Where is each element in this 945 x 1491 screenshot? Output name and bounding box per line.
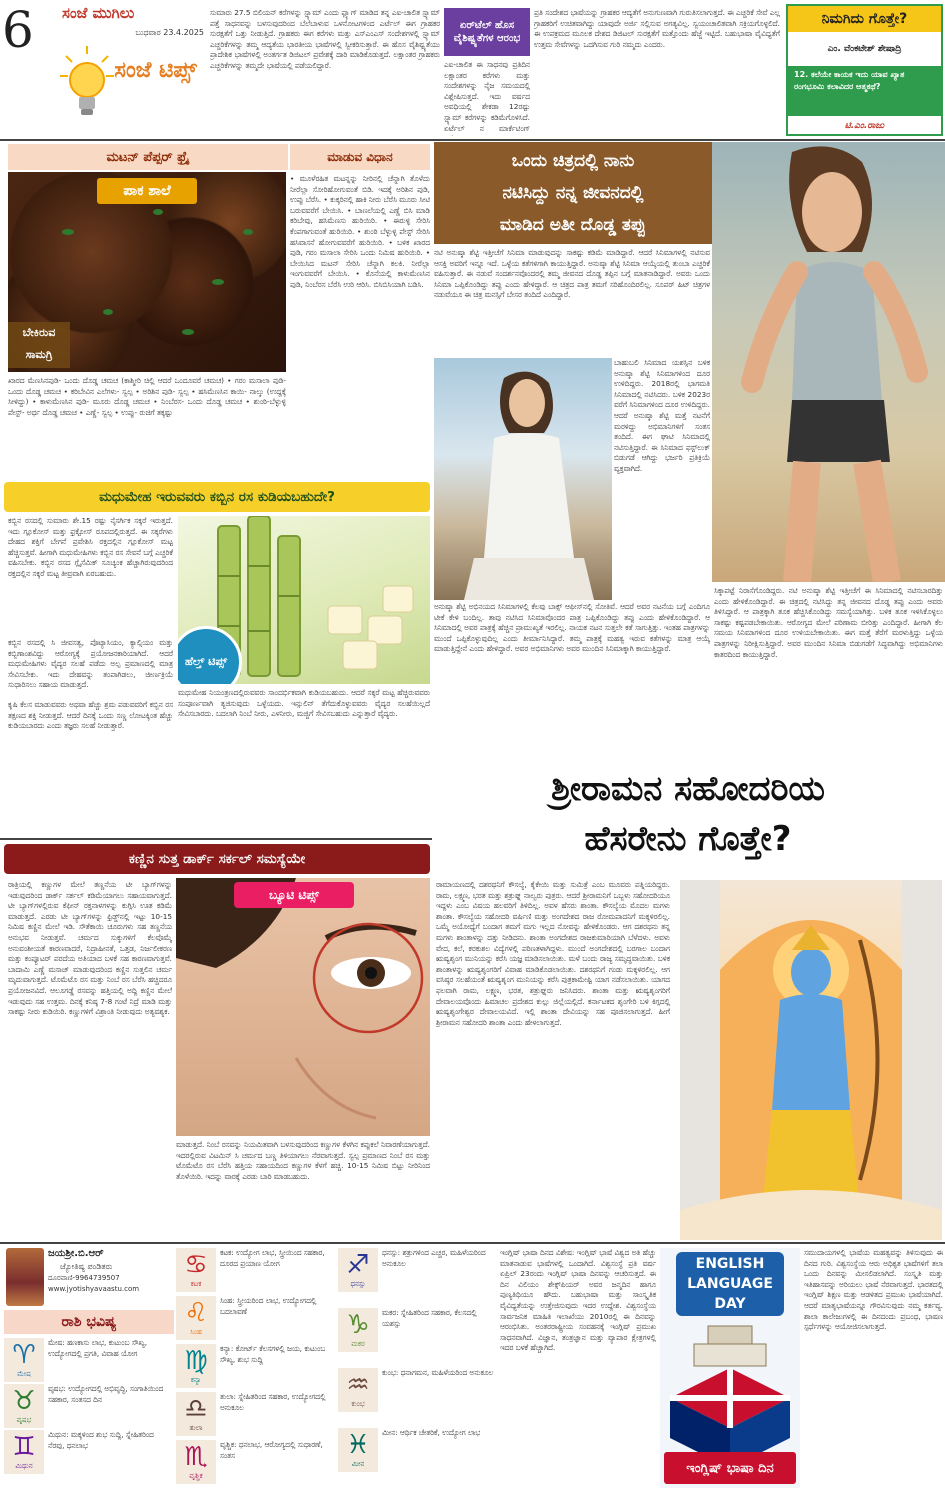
english-day-badge — [676, 1252, 784, 1316]
zodiac-forecast: ಮಿಥುನ: ಮಕ್ಕಳಿಂದ ಶುಭ ಸುದ್ದಿ, ಸ್ನೇಹಿತರಿಂದ ನೆರವು, ಧನಲಾಭ — [48, 1430, 154, 1450]
zodiac-name: ಮೀನ — [351, 1460, 365, 1468]
zodiac-forecast: ಧನಸ್ಸು: ಶತ್ರುಗಳಿಂದ ಎಚ್ಚರ, ಮಹಿಳೆಯರಿಂದ ಅನುಕೂಲ — [382, 1248, 486, 1268]
english-day-illustration — [660, 1248, 800, 1488]
health-tips-label: ಹೆಲ್ತ್ ಟಿಪ್ಸ್ — [184, 655, 228, 668]
sugarcane-para-2: ಕಬ್ಬಿನ ರಸದಲ್ಲಿ ಸಿ ಜೀವಸತ್ವ, ಪೊಟ್ಯಾಸಿಯಂ, ಕ್ಯಾಲ್ಸಿಯಂ ಮತ್ತು ಕಬ್ಬಿಣಾಂಶವಿದ್ದು ಆರೋಗ್ಯಕ್ಕೆ ಪ್ರಯೋಜನಕಾರಿಯಾಗಿದೆ. ಆದರೆ ಮಧುಮೇಹಿಗಳು ವೈದ್ಯರ ಸಲಹೆ ಪಡೆದು ಅಲ್ಪ ಪ್ರಮಾಣದಲ್ಲಿ ಮಾತ್ರ ಸೇವಿಸಬೇಕು. ಇದು ದೇಹವನ್ನು ತಂಪಾಗಿಡಲು, ಜೀರ್ಣಕ್ರಿಯೆ ಸುಧಾರಿಸಲು ಸಹಾಯ ಮಾಡುತ್ತದೆ. — [8, 638, 173, 690]
zodiac-name: ಮಿಥುನ — [15, 1462, 33, 1470]
astrologer-name: ಜಯಶ್ರೀ.ಬಿ.ಆರ್ — [48, 1248, 104, 1259]
zodiac-glyph: ♌ — [184, 1298, 208, 1328]
actress-col-narrow: ಬಾಹುಬಲಿ ಸಿನಿಮಾದ ಯಶಸ್ಸಿನ ಬಳಿಕ ಅನುಷ್ಕಾ ಶೆಟ್ಟಿ ಸಿನಿಮಾಗಳಿಂದ ದೂರ ಉಳಿದಿದ್ದರು. 2018ರಲ್ಲಿ ಭಾಗಮತಿ ಸಿನಿಮಾದಲ್ಲಿ ನಟಿಸಿದರು. ಬಳಿಕ 2023ರ ವರೆಗೆ ಸಿನಿಮಾಗಳಿಂದ ದೂರ ಉಳಿದಿದ್ದರು. ಆದರೆ ಅನುಷ್ಕಾ ಶೆಟ್ಟಿ ಮತ್ತೆ ನಟನೆಗೆ ಮರಳಿದ್ದು ಅಭಿಮಾನಿಗಳಿಗೆ ಸಂತಸ ತಂದಿದೆ. ಈಗ ಘಾಟಿ ಸಿನಿಮಾದಲ್ಲಿ ನಟಿಸುತ್ತಿದ್ದಾರೆ. ಈ ಸಿನಿಮಾದ ಫಸ್ಟ್‌ಲುಕ್ ಬಿಡುಗಡೆ ಆಗಿದ್ದು ಭರ್ಜರಿ ಪ್ರತಿಕ್ರಿಯೆ ವ್ಯಕ್ತವಾಗಿದೆ. — [614, 358, 710, 473]
beauty-tips-badge: ಬ್ಯೂಟಿ ಟಿಪ್ಸ್ — [234, 882, 354, 908]
badge-line-2: LANGUAGE — [687, 1276, 773, 1292]
airtel-col-1: ಸುಮಾರು 27.5 ಬಿಲಿಯನ್ ಕರೆಗಳನ್ನು ಸ್ಪ್ಯಾಮ್ ಎಂದು ಫ್ಲ್ಯಾಗ್ ಮಾಡಿದ ತನ್ನ ಎಐ-ಚಾಲಿತ ಸ್ಪ್ಯಾಮ್ ಪತ್ತೆ ಸಾಧನವನ್ನು ಬಳಸುವುದರಿಂದ ಬೆಲೆಬಾಳುವ ಒಳನೋಟಗಳಿಂದ ಎರ್ಟೆಲ್ ಈಗ ಗ್ರಾಹಕರ ಸುರಕ್ಷತೆಗೆ ಒತ್ತು ನೀಡುತ್ತಿದೆ. ಗ್ರಾಹಕರು ಈಗ ಕರೆಗಳು ಮತ್ತು ಎಸ್‌ಎಂಎಸ್ ಸಂದೇಶಗಳಲ್ಲಿ ಸ್ಪ್ಯಾಮ್ ಎಚ್ಚರಿಕೆಗಳನ್ನು ತಮ್ಮ ಆದ್ಯತೆಯ ಭಾರತೀಯ ಭಾಷೆಗಳಲ್ಲಿ ಸ್ವೀಕರಿಸುತ್ತಾರೆ. ಈ ಹೊಸ ವೈಶಿಷ್ಟ್ಯತೆಯು ಪ್ರಾದೇಶಿಕ ಭಾಷೆಗಳಲ್ಲಿ ಅಂತರ್ಗತ ಡಿಜಿಟಲ್ ಪ್ರವೇಶಕ್ಕೆ ದಾರಿ ಮಾಡಿಕೊಡುತ್ತದೆ. ಲಕ್ಷಾಂತರ ಗ್ರಾಹಕರು ಎಚ್ಚರಿಕೆಗಳನ್ನು ತಮ್ಮದೇ ಭಾಷೆಯಲ್ಲಿ ಪಡೆಯಲಿದ್ದಾರೆ. — [210, 8, 440, 70]
rama-body: ರಾಮಾಯಣದಲ್ಲಿ ದಶರಥನಿಗೆ ಕೌಸಲ್ಯೆ, ಕೈಕೇಯಿ ಮತ್ತು ಸುಮಿತ್ರೆ ಎಂಬ ಮೂವರು ಪತ್ನಿಯರಿದ್ದರು. ರಾಮ, ಲಕ್ಷ್ಮಣ, ಭರತ ಮತ್ತು ಶತ್ರುಘ್ನ ನಾಲ್ವರು ಪುತ್ರರು. ಆದರೆ ಶ್ರೀರಾಮನಿಗೆ ಒಬ್ಬಳು ಸಹೋದರಿಯೂ ಇದ್ದಳು ಎಂಬ ವಿಷಯ ಹಲವರಿಗೆ ತಿಳಿದಿಲ್ಲ. ಅವಳ ಹೆಸರು ಶಾಂತಾ. ಕೌಸಲ್ಯೆಯ ಮೊದಲ ಮಗಳು ಶಾಂತಾ. ಕೌಸಲ್ಯೆಯ ಸಹೋದರಿ ವರ್ಷಿಣಿ ಮತ್ತು ಅಂಗದೇಶದ ರಾಜ ರೋಮಪಾದನಿಗೆ ಮಕ್ಕಳಿರಲಿಲ್ಲ. ಒಮ್ಮೆ ಅಯೋಧ್ಯೆಗೆ ಬಂದಾಗ ತಮಗೆ ಮಗು ಇಲ್ಲದ ನೋವನ್ನು ಹೇಳಿಕೊಂಡರು. ಆಗ ದಶರಥನು ತನ್ನ ಮಗಳು ಶಾಂತಾಳನ್ನು ದತ್ತು ನೀಡಿದನು. ಶಾಂತಾ ಅಂಗದೇಶದ ರಾಜಕುಮಾರಿಯಾಗಿ ಬೆಳೆದಳು. ಅವಳು ವೇದ, ಕಲೆ, ಕರಕುಶಲ ವಿದ್ಯೆಗಳಲ್ಲಿ ಪರಿಣತಳಾಗಿದ್ದಳು. ಮುಂದೆ ಅಂಗದೇಶದಲ್ಲಿ ಬರಗಾಲ ಬಂದಾಗ ಋಷ್ಯಶೃಂಗ ಮುನಿಯನ್ನು ಕರೆಸಿ ಯಜ್ಞ ಮಾಡಿಸಲಾಯಿತು. ಮಳೆ ಬಂದು ರಾಜ್ಯ ಸಮೃದ್ಧವಾಯಿತು. ಬಳಿಕ ಶಾಂತಾಳನ್ನು ಋಷ್ಯಶೃಂಗರಿಗೆ ವಿವಾಹ ಮಾಡಿಕೊಡಲಾಯಿತು. ದಶರಥನಿಗೆ ಗಂಡು ಮಕ್ಕಳಿರಲಿಲ್ಲ. ಆಗ ವಸಿಷ್ಠರ ಸಲಹೆಯಂತೆ ಋಷ್ಯಶೃಂಗ ಮುನಿಯನ್ನು ಕರೆಸಿ ಪುತ್ರಕಾಮೇಷ್ಟಿ ಯಾಗ ನಡೆಸಲಾಯಿತು. ಯಾಗದ ಫಲವಾಗಿ ರಾಮ, ಲಕ್ಷ್ಮಣ, ಭರತ, ಶತ್ರುಘ್ನರು ಜನಿಸಿದರು. ಶಾಂತಾ ಮತ್ತು ಋಷ್ಯಶೃಂಗರಿಗೆ ದೇವಾಲಯವೊಂದು ಹಿಮಾಚಲ ಪ್ರದೇಶದ ಕುಲ್ಲು ಜಿಲ್ಲೆಯಲ್ಲಿದೆ. ಕರ್ನಾಟಕದ ಶೃಂಗೇರಿ ಬಳಿ ಕಿಗ್ಗದಲ್ಲಿ ಋಷ್ಯಶೃಂಗೇಶ್ವರ ದೇವಾಲಯವಿದೆ. ಇಲ್ಲಿ ಶಾಂತಾ ದೇವಿಯನ್ನು ಸಹ ಪೂಜಿಸಲಾಗುತ್ತದೆ. ಹೀಗೆ ಶ್ರೀರಾಮನ ಸಹೋದರಿ ಶಾಂತಾ ಎಂದು ಹೇಳಲಾಗುತ್ತದೆ. — [436, 880, 670, 1027]
zodiac-forecast: ಸಿಂಹ: ಸ್ತ್ರೀಯರಿಂದ ಲಾಭ, ಉದ್ಯೋಗದಲ್ಲಿ ಬದಲಾವಣೆ — [220, 1296, 317, 1316]
zodiac-glyph: ♈ — [12, 1340, 36, 1370]
date: ಬುಧವಾರ 23.4.2025 — [135, 28, 204, 37]
zodiac-glyph: ♉ — [12, 1386, 36, 1416]
zodiac-glyph: ♒ — [346, 1370, 370, 1400]
divider-middle — [0, 838, 432, 840]
zodiac-9-icon — [338, 1248, 378, 1292]
zodiac-12-icon — [338, 1428, 378, 1472]
astrologer-phone: ದೂರವಾಣಿ-9964739507 — [48, 1274, 120, 1282]
actress-seated-photo — [434, 358, 612, 600]
sugarcane-title: ಮಧುಮೇಹ ಇರುವವರು ಕಬ್ಬಿನ ರಸ ಕುಡಿಯಬಹುದೇ? — [4, 482, 430, 512]
zodiac-10-icon — [338, 1308, 378, 1352]
zodiac-glyph: ♊ — [12, 1432, 36, 1462]
zodiac-8-icon — [176, 1440, 216, 1484]
zodiac-11-icon — [338, 1368, 378, 1412]
sugarcane-photo — [178, 516, 430, 684]
zodiac-glyph: ♓ — [346, 1430, 370, 1460]
zodiac-name: ಕುಂಭ — [351, 1400, 365, 1408]
quiz-heading: ನಿಮಗಿದು ಗೊತ್ತೇ? — [788, 6, 941, 32]
airtel-col-3: ಪ್ರತಿ ಸಂದೇಶದ ಭಾಷೆಯನ್ನು ಗ್ರಾಹಕರ ಆದ್ಯತೆಗೆ ಅನುಗುಣವಾಗಿ ಗುರುತಿಸಲಾಗುತ್ತದೆ. ಈ ಎಚ್ಚರಿಕೆ ಸೇವೆ ಎಲ್ಲ ಗ್ರಾಹಕರಿಗೆ ಉಚಿತವಾಗಿದ್ದು ಯಾವುದೇ ಅರ್ಜಿ ಸಲ್ಲಿಸುವ ಅಗತ್ಯವಿಲ್ಲ. ಸ್ವಯಂಚಾಲಿತವಾಗಿ ಸಕ್ರಿಯಗೊಳ್ಳಲಿದೆ. ಈ ಉಪಕ್ರಮದ ಮೂಲಕ ದೇಶದ ಡಿಜಿಟಲ್ ಸುರಕ್ಷತೆಗೆ ಮತ್ತೊಂದು ಹೆಜ್ಜೆ ಇಟ್ಟಿದೆ. ಬಹುಭಾಷಾ ವೈವಿಧ್ಯತೆಗೆ ಉತ್ತಮ ಸೇವೆಗಳನ್ನು ಒದಗಿಸುವ ಗುರಿ ನಮ್ಮದು ಎಂದರು. — [534, 8, 780, 49]
zodiac-name: ಕಟಕ — [190, 1280, 202, 1288]
horoscope-title: ರಾಶಿ ಭವಿಷ್ಯ — [4, 1310, 174, 1334]
astrologer-site: www.jyotishyavaastu.com — [48, 1285, 140, 1293]
rama-title-line-1: ಶ್ರೀರಾಮನ ಸಹೋದರಿಯ — [551, 769, 825, 809]
zodiac-name: ತುಲಾ — [189, 1424, 203, 1432]
actress-intro: ನಟಿ ಅನುಷ್ಕಾ ಶೆಟ್ಟಿ ಇತ್ತೀಚೆಗೆ ಸಿನಿಮಾ ಮಾಡುವುದನ್ನು ಸಾಕಷ್ಟು ಕಡಿಮೆ ಮಾಡಿದ್ದಾರೆ. ಆದರೆ ಸಿನಿಮಾಗಳಲ್ಲಿ ನಟಿಸುವ ಆಸಕ್ತಿ ಅವರಿಗೆ ಇನ್ನೂ ಇದೆ. ಒಳ್ಳೆಯ ಕತೆಗಳಿಗಾಗಿ ಕಾಯುತ್ತಿದ್ದಾರೆ. ಅನುಷ್ಕಾ ಶೆಟ್ಟಿ ಸಿನಿಮಾ ಆಯ್ಕೆಯಲ್ಲಿ ತುಂಬಾ ಎಚ್ಚರಿಕೆ ವಹಿಸುತ್ತಾರೆ. ಈ ನಡುವೆ ಸಂದರ್ಶನವೊಂದರಲ್ಲಿ ತಮ್ಮ ಜೀವನದ ದೊಡ್ಡ ತಪ್ಪಿನ ಬಗ್ಗೆ ಮಾತನಾಡಿದ್ದಾರೆ. ಅವರು ಒಂದು ಸಿನಿಮಾ ಒಪ್ಪಿಕೊಂಡಿದ್ದು ತಪ್ಪು ಎಂದು ಹೇಳಿದ್ದಾರೆ. ಆ ಚಿತ್ರದ ಪಾತ್ರ ತಮಗೆ ಸರಿಹೊಂದಿರಲಿಲ್ಲ. ಸೂಪರ್ ಹಿಟ್ ಚಿತ್ರಗಳ ನಡುವೆಯೂ ಈ ಚಿತ್ರ ಮನಸ್ಸಿಗೆ ಬೇಸರ ತಂದಿದೆ ಎಂದಿದ್ದಾರೆ. — [434, 248, 710, 300]
recipe-ingredients: ಖಾರದ ಮೆಣಸಿನಪುಡಿ- ಒಂದು ದೊಡ್ಡ ಚಮಚ (ಕಾಶ್ಮೀರಿ ಚಿಲ್ಲಿ ಆದರೆ ಒಂದೂವರೆ ಚಮಚ) • ಗರಂ ಮಸಾಲಾ ಪುಡಿ-ಒಂದು ದೊಡ್ಡ ಚಮಚ • ಕರಿಬೇವಿನ ಎಲೆಗಳು- ಸ್ವಲ್ಪ • ಅರಿಶಿನ ಪುಡಿ- ಸ್ವಲ್ಪ • ಹಸಿಮೆಣಸಿನ ಕಾಯಿ- ನಾಲ್ಕು (ಉದ್ದಕ್ಕೆ ಸೀಳಿದ್ದು) • ಕಾಳುಮೆಣಸಿನ ಪುಡಿ- ಮೂರು ದೊಡ್ಡ ಚಮಚ • ನಿಂಬೆರಸ- ಒಂದು ದೊಡ್ಡ ಚಮಚ • ಶುಂಠಿ-ಬೆಳ್ಳುಳ್ಳಿ ಪೇಸ್ಟ್- ಅರ್ಧ ದೊಡ್ಡ ಚಮಚ • ಎಣ್ಣೆ- ಸ್ವಲ್ಪ • ಉಪ್ಪು- ರುಚಿಗೆ ತಕ್ಕಷ್ಟು — [8, 376, 286, 417]
ingredients-tag: ಬೇಕಿರುವ ಸಾಮಗ್ರಿ — [8, 322, 70, 368]
zodiac-4-icon — [176, 1248, 216, 1292]
recipe-method-title: ಮಾಡುವ ವಿಧಾನ — [290, 144, 430, 170]
sugarcane-para-1: ಕಬ್ಬಿನ ರಸದಲ್ಲಿ ಸುಮಾರು ಶೇ.15 ರಷ್ಟು ನೈಸರ್ಗಿಕ ಸಕ್ಕರೆ ಇರುತ್ತದೆ. ಇದು ಗ್ಲೂಕೋಸ್ ಮತ್ತು ಫ್ರಕ್ಟೋಸ್ ರೂಪದಲ್ಲಿರುತ್ತದೆ. ಈ ಸಕ್ಕರೆಗಳು ದೇಹದ ಶಕ್ತಿಗೆ ಬೇಗನೆ ಪ್ರವೇಶಿಸಿ ರಕ್ತದಲ್ಲಿನ ಗ್ಲೂಕೋಸ್ ಮಟ್ಟ ಹೆಚ್ಚಿಸುತ್ತವೆ. ಹೀಗಾಗಿ ಮಧುಮೇಹಿಗಳು ಕಬ್ಬಿನ ರಸ ಸೇವನೆ ಬಗ್ಗೆ ಎಚ್ಚರಿಕೆ ವಹಿಸಬೇಕು. ಕಬ್ಬಿನ ರಸದ ಗ್ಲೈಸೆಮಿಕ್ ಸೂಚ್ಯಂಕ ಹೆಚ್ಚಾಗಿರುವುದರಿಂದ ರಕ್ತದಲ್ಲಿನ ಸಕ್ಕರೆ ಮಟ್ಟ ತೀವ್ರವಾಗಿ ಏರಬಹುದು. — [8, 516, 173, 578]
actress-title-line-3: ಮಾಡಿದ ಅತೀ ದೊಡ್ಡ ತಪ್ಪು — [499, 215, 647, 235]
zodiac-glyph: ♐ — [346, 1250, 370, 1280]
zodiac-glyph: ♍ — [184, 1346, 208, 1376]
recipe-banner: ಪಾಕ ಶಾಲೆ — [97, 178, 197, 204]
zodiac-forecast: ಮೇಷ: ಹಣಕಾಸು ಲಾಭ, ಕುಟುಂಬ ಸೌಖ್ಯ, ಉದ್ಯೋಗದಲ್ಲಿ ಪ್ರಗತಿ, ವಿವಾಹ ಯೋಗ — [48, 1338, 148, 1358]
zodiac-glyph: ♎ — [184, 1394, 208, 1424]
airtel-heading-text: ಏರ್‌ಟೆಲ್ ಹೊಸ ವೈಶಿಷ್ಟ್ಯತೆಗಳ ಆರಂಭ — [453, 20, 521, 44]
zodiac-name: ಧನಸ್ಸು — [350, 1280, 366, 1288]
quiz-answer: ಎಂ. ವೆಂಕಟೇಶ್ ಶೇಷಾದ್ರಿ — [827, 44, 902, 54]
zodiac-name: ಮಕರ — [351, 1340, 365, 1348]
zodiac-5-icon — [176, 1296, 216, 1340]
paper-name: ಸಂಜೆ ಮುಗಿಲು — [62, 4, 135, 22]
zodiac-glyph: ♏ — [184, 1442, 208, 1472]
zodiac-2-icon — [4, 1384, 44, 1428]
zodiac-name: ವೃಷಭ — [16, 1416, 32, 1424]
darkcircle-col-1: ರಾತ್ರಿಯಲ್ಲಿ ಕಣ್ಣುಗಳ ಮೇಲೆ ತಣ್ಣನೆಯ ಟೀ ಬ್ಯಾಗ್‌ಗಳನ್ನು ಇಡುವುದರಿಂದ ಡಾರ್ಕ್ ಸರ್ಕಲ್ ಕಡಿಮೆಯಾಗಲು ಸಹಾಯವಾಗುತ್ತದೆ. ಟೀ ಬ್ಯಾಗ್‌ಗಳಲ್ಲಿರುವ ಕೆಫೀನ್ ರಕ್ತನಾಳಗಳನ್ನು ಕುಗ್ಗಿಸಿ ಊತ ಕಡಿಮೆ ಮಾಡುತ್ತದೆ. ಎರಡು ಟೀ ಬ್ಯಾಗ್‌ಗಳನ್ನು ಫ್ರಿಡ್ಜ್‌ನಲ್ಲಿ ಇಟ್ಟು 10-15 ನಿಮಿಷ ಕಣ್ಣಿನ ಮೇಲೆ ಇಡಿ. ಸೌತೆಕಾಯಿ ಚೂರುಗಳು ಸಹ ತಣ್ಣನೆಯ ಅನುಭವ ನೀಡುತ್ತವೆ. ಚರ್ಮದ ಸುಕ್ಕುಗಳಿಗೆ ಕೆಲವೊಮ್ಮೆ ಅನುವಂಶೀಯತೆ ಕಾರಣವಾದರೆ, ನಿದ್ರಾಹೀನತೆ, ಒತ್ತಡ, ನಿರ್ಜಲೀಕರಣ ಮತ್ತು ಕಂಪ್ಯೂಟರ್ ಪರದೆಯ ಅತಿಯಾದ ಬಳಕೆ ಸಹ ಕಾರಣವಾಗುತ್ತವೆ. ಬಾದಾಮಿ ಎಣ್ಣೆ ಮಸಾಜ್ ಮಾಡುವುದರಿಂದ ಕಣ್ಣಿನ ಸುತ್ತಲಿನ ಚರ್ಮ ಮೃದುವಾಗುತ್ತದೆ. ಟೊಮೆಟೊ ರಸ ಮತ್ತು ನಿಂಬೆ ರಸ ಬೆರೆಸಿ ಹಚ್ಚಿದರೂ ಪ್ರಯೋಜನವಿದೆ. ಆಲೂಗಡ್ಡೆ ರಸವನ್ನು ಹತ್ತಿಯಲ್ಲಿ ಅದ್ದಿ ಕಣ್ಣಿನ ಮೇಲೆ ಇಡುವುದು ಸಹ ಉತ್ತಮ. ದಿನಕ್ಕೆ ಕನಿಷ್ಠ 7-8 ಗಂಟೆ ನಿದ್ರೆ ಮಾಡಿ ಮತ್ತು ಸಾಕಷ್ಟು ನೀರು ಕುಡಿಯಿರಿ. ಕಣ್ಣುಗಳಿಗೆ ವಿಶ್ರಾಂತಿ ನೀಡುವುದು ಅತ್ಯವಶ್ಯಕ. — [8, 880, 172, 1017]
rama-painting — [680, 880, 942, 1240]
recipe-method: • ಮೂಳೆರಹಿತ ಮಟನ್ನನ್ನು ನೀರಿನಲ್ಲಿ ಚೆನ್ನಾಗಿ ತೊಳೆದು ನೀರೆಲ್ಲಾ ಸೋರಿಹೋಗುವಂತೆ ಬಿಡಿ. ಇದಕ್ಕೆ ಅರಿಶಿನ ಪುಡಿ, ಉಪ್ಪು ಬೆರೆಸಿ. • ಕುಕ್ಕರಿನಲ್ಲಿ ಹಾಕಿ ನೀರು ಬೆರೆಸಿ ಮೂರು ಸೀಟಿ ಬರುವವರೆಗೆ ಬೇಯಿಸಿ. • ಬಾಣಲೆಯಲ್ಲಿ ಎಣ್ಣೆ ಬಿಸಿ ಮಾಡಿ ಕರಿಬೇವು, ಹಸಿಮೆಣಸು ಹುರಿಯಿರಿ. • ಈರುಳ್ಳಿ ಸೇರಿಸಿ ಕೆಂಪಗಾಗುವಂತೆ ಹುರಿಯಿರಿ. • ಶುಂಠಿ ಬೆಳ್ಳುಳ್ಳಿ ಪೇಸ್ಟ್ ಸೇರಿಸಿ ಹಸಿವಾಸನೆ ಹೋಗುವವರೆಗೆ ಹುರಿಯಿರಿ. • ಬಳಿಕ ಖಾರದ ಪುಡಿ, ಗರಂ ಮಸಾಲಾ ಸೇರಿಸಿ ಒಂದು ನಿಮಿಷ ಹುರಿಯಿರಿ. • ಬೇಯಿಸಿದ ಮಟನ್ ಸೇರಿಸಿ ಚೆನ್ನಾಗಿ ಕಲಕಿ. ನೀರೆಲ್ಲಾ ಇಂಗುವವರೆಗೆ ಬೇಯಿಸಿ. • ಕೊನೆಯಲ್ಲಿ ಕಾಳುಮೆಣಸಿನ ಪುಡಿ, ನಿಂಬೆರಸ ಬೆರೆಸಿ ಉರಿ ಆರಿಸಿ. ಬಿಸಿಬಿಸಿಯಾಗಿ ಬಡಿಸಿ. — [290, 174, 430, 289]
zodiac-name: ಮೇಷ — [17, 1370, 31, 1378]
zodiac-forecast: ವೃಶ್ಚಿಕ: ಧನಲಾಭ, ಆರೋಗ್ಯದಲ್ಲಿ ಸುಧಾರಣೆ, ಸಂತಸ — [220, 1440, 323, 1460]
zodiac-6-icon — [176, 1344, 216, 1388]
airtel-heading — [444, 8, 530, 56]
astrologer-role: ಜ್ಯೋತಿಷ್ಯ ಪಂಡಿತರು — [60, 1262, 113, 1271]
actress-col-right: ಸಿಕ್ಕಾಪಟ್ಟೆ ನಿರಾಸೆಗೊಂಡಿದ್ದರು. ನಟಿ ಅನುಷ್ಕಾ ಶೆಟ್ಟಿ ಇತ್ತೀಚೆಗೆ ಈ ಸಿನಿಮಾದಲ್ಲಿ ನಟಿಸಬಾರದಿತ್ತು ಎಂದು ಹೇಳಿಕೊಂಡಿದ್ದಾರೆ. ಈ ಚಿತ್ರದಲ್ಲಿ ನಟಿಸಿದ್ದು ತನ್ನ ಜೀವನದ ದೊಡ್ಡ ತಪ್ಪು ಎಂದು ಅವರು ತಿಳಿಸಿದ್ದಾರೆ. ಆ ಪಾತ್ರಕ್ಕಾಗಿ ತೂಕ ಹೆಚ್ಚಿಸಿಕೊಂಡಿದ್ದು ಸಮಸ್ಯೆಯಾಗಿತ್ತು. ಬಳಿಕ ತೂಕ ಇಳಿಸಿಕೊಳ್ಳಲು ಸಾಕಷ್ಟು ಕಷ್ಟಪಡಬೇಕಾಯಿತು. ಆರೋಗ್ಯದ ಮೇಲೆ ಪರಿಣಾಮ ಬೀರಿತ್ತು ಎಂದಿದ್ದಾರೆ. ಹೀಗಾಗಿ ಕೆಲ ಸಮಯ ಸಿನಿಮಾಗಳಿಂದ ದೂರ ಉಳಿಯಬೇಕಾಯಿತು. ಈಗ ಮತ್ತೆ ತೆರೆಗೆ ಮರಳುತ್ತಿದ್ದು ಒಳ್ಳೆಯ ಪಾತ್ರಗಳನ್ನು ನಿರೀಕ್ಷಿಸುತ್ತಿದ್ದಾರೆ. ಅವರ ಮುಂದಿನ ಸಿನಿಮಾ ಬಿಡುಗಡೆಗೆ ಸಿದ್ಧವಾಗಿದ್ದು ಅಭಿಮಾನಿಗಳು ಕಾತರದಿಂದ ಕಾಯುತ್ತಿದ್ದಾರೆ. — [714, 586, 943, 659]
zodiac-7-icon — [176, 1392, 216, 1436]
english-col-2: ಸಮುದಾಯಗಳಲ್ಲಿ ಭಾಷೆಯ ಮಹತ್ವವನ್ನು ತಿಳಿಸುವುದು ಈ ದಿನದ ಗುರಿ. ವಿಶ್ವಸಂಸ್ಥೆಯ ಆರು ಅಧಿಕೃತ ಭಾಷೆಗಳಿಗೆ ತಲಾ ಒಂದು ದಿನವನ್ನು ಮೀಸಲಿಡಲಾಗಿದೆ. ಸಂಸ್ಕೃತಿ ಮತ್ತು ಇತಿಹಾಸವನ್ನು ಅರಿಯಲು ಭಾಷೆ ನೆರವಾಗುತ್ತದೆ. ಭಾರತದಲ್ಲಿ ಇಂಗ್ಲಿಷ್ ಶಿಕ್ಷಣ ಮತ್ತು ಆಡಳಿತದ ಪ್ರಮುಖ ಭಾಷೆಯಾಗಿದೆ. ಆದರೆ ಮಾತೃಭಾಷೆಯನ್ನೂ ಗೌರವಿಸುವುದು ನಮ್ಮ ಕರ್ತವ್ಯ. ಶಾಲಾ ಕಾಲೇಜುಗಳಲ್ಲಿ ಈ ದಿನದಂದು ಪ್ರಬಂಧ, ಭಾಷಣ ಸ್ಪರ್ಧೆಗಳನ್ನು ಆಯೋಜಿಸಲಾಗುತ್ತದೆ. — [804, 1248, 943, 1332]
badge-line-1: ENGLISH — [695, 1256, 765, 1272]
zodiac-forecast: ತುಲಾ: ಸ್ನೇಹಿತರಿಂದ ಸಹಕಾರ, ಉದ್ಯೋಗದಲ್ಲಿ ಅನುಕೂಲ — [220, 1392, 326, 1412]
zodiac-forecast: ಕುಂಭ: ಧನಾಗಮನ, ಮಹಿಳೆಯರಿಂದ ಅನುಕೂಲ — [382, 1368, 494, 1377]
actress-title-line-1: ಒಂದು ಚಿತ್ರದಲ್ಲಿ ನಾನು — [511, 151, 635, 171]
quiz-box — [786, 4, 943, 136]
zodiac-1-icon — [4, 1338, 44, 1382]
actress-col-wide: ಅನುಷ್ಕಾ ಶೆಟ್ಟಿ ಅಭಿನಯದ ಸಿನಿಮಾಗಳಲ್ಲಿ ಕೆಲವು ಬಾಕ್ಸ್ ಆಫೀಸ್‌ನಲ್ಲಿ ಸೋತಿವೆ. ಆದರೆ ಅವರ ನಟನೆಯ ಬಗ್ಗೆ ಎಂದಿಗೂ ಟೀಕೆ ಕೇಳಿ ಬಂದಿಲ್ಲ. ತಾವು ನಟಿಸಿದ ಸಿನಿಮಾವೊಂದರ ಪಾತ್ರ ಒಪ್ಪಿಕೊಂಡಿದ್ದು ತಪ್ಪು ಎಂದು ಹೇಳಿಕೊಂಡಿದ್ದಾರೆ. ಆ ಸಿನಿಮಾದಲ್ಲಿ ಅವರ ಪಾತ್ರಕ್ಕೆ ಹೆಚ್ಚಿನ ಪ್ರಾಮುಖ್ಯತೆ ಇರಲಿಲ್ಲ. ನಾಯಕ ನಟನ ಸುತ್ತಲೇ ಕತೆ ಸಾಗುತ್ತಿತ್ತು. ಇಂತಹ ಪಾತ್ರಗಳನ್ನು ಮುಂದೆ ಒಪ್ಪಿಕೊಳ್ಳುವುದಿಲ್ಲ ಎಂದು ತೀರ್ಮಾನಿಸಿದ್ದಾರೆ. ತಮ್ಮ ಪಾತ್ರಕ್ಕೆ ಮಹತ್ವ ಇರುವ ಕತೆಗಳನ್ನು ಮಾತ್ರ ಆಯ್ಕೆ ಮಾಡುತ್ತಿದ್ದೇನೆ ಎಂದು ಹೇಳಿದ್ದಾರೆ. ಅವರ ಅಭಿಮಾನಿಗಳು ಅವರ ಮುಂದಿನ ಸಿನಿಮಾಕ್ಕಾಗಿ ಕಾಯುತ್ತಿದ್ದಾರೆ. — [434, 602, 710, 654]
zodiac-forecast: ಕನ್ಯಾ: ಕೋರ್ಟ್ ಕೆಲಸಗಳಲ್ಲಿ ಜಯ, ಕುಟುಂಬ ಸೌಖ್ಯ, ಶುಭ ಸುದ್ದಿ — [220, 1344, 326, 1364]
section-title: ಸಂಜೆ ಟಿಪ್ಸ್ — [114, 58, 197, 83]
recipe-title: ಮಟನ್ ಪೆಪ್ಪರ್ ಫ್ರೈ — [8, 144, 288, 170]
english-day-caption: ಇಂಗ್ಲಿಷ್ ಭಾಷಾ ದಿನ — [664, 1452, 796, 1484]
zodiac-name: ವೃಶ್ಚಿಕ — [189, 1472, 203, 1480]
actress-running-photo — [712, 142, 945, 582]
zodiac-name: ಕನ್ಯಾ — [190, 1376, 202, 1384]
zodiac-glyph: ♋ — [184, 1250, 208, 1280]
quiz-question: 12. ಕಲೆಯೇ ಕಾಯಕ ಇದು ಯಾವ ಖ್ಯಾತ ರಂಗಭೂಮಿ ಕಲಾವಿದರ ಆತ್ಮಕಥೆ? — [788, 66, 941, 116]
zodiac-forecast: ಮೀನ: ಆರ್ಥಿಕ ಚೇತರಿಕೆ, ಉದ್ಯೋಗ ಲಾಭ — [382, 1428, 481, 1437]
zodiac-glyph: ♑ — [346, 1310, 370, 1340]
zodiac-forecast: ವೃಷಭ: ಉದ್ಯೋಗದಲ್ಲಿ ಅಭಿವೃದ್ಧಿ, ಸಂಗಾತಿಯಿಂದ ಸಹಕಾರ, ಸಂತಸದ ದಿನ — [48, 1384, 164, 1404]
badge-line-3: DAY — [714, 1296, 746, 1312]
actress-title-line-2: ನಟಿಸಿದ್ದು ನನ್ನ ಜೀವನದಲ್ಲಿ — [502, 183, 644, 203]
zodiac-forecast: ಕಟಕ: ಉದ್ಯೋಗ ಲಾಭ, ಸ್ತ್ರೀಯಿಂದ ಸಹಕಾರ, ದೂರದ ಪ್ರಯಾಣ ಯೋಗ — [220, 1248, 325, 1268]
zodiac-name: ಸಿಂಹ — [190, 1328, 202, 1336]
masthead — [0, 0, 205, 135]
darkcircle-title: ಕಣ್ಣಿನ ಸುತ್ತ ಡಾರ್ಕ್ ಸರ್ಕಲ್ ಸಮಸ್ಯೆಯೇ — [4, 844, 430, 874]
divider-top — [0, 139, 945, 141]
airtel-col-2: ಎಐ-ಚಾಲಿತ ಈ ಸಾಧನವು ಪ್ರತಿದಿನ ಲಕ್ಷಾಂತರ ಕರೆಗಳು ಮತ್ತು ಸಂದೇಶಗಳನ್ನು ನೈಜ ಸಮಯದಲ್ಲಿ ವಿಶ್ಲೇಷಿಸುತ್ತದೆ. ಇದು ವರ್ಷದ ಅವಧಿಯಲ್ಲಿ ಶೇಕಡಾ 12ರಷ್ಟು ಸ್ಪ್ಯಾಮ್ ಕರೆಗಳನ್ನು ಕಡಿಮೆಗೊಳಿಸಿದೆ. ಏರ್ಟೆಲ್ ನ ಮಾರ್ಕೆಟಿಂಗ್ — [444, 60, 530, 133]
zodiac-forecast: ಮಕರ: ಸ್ನೇಹಿತರಿಂದ ಸಹಕಾರ, ಕೆಲಸದಲ್ಲಿ ಯಶಸ್ಸು — [382, 1308, 477, 1328]
english-col-1: ಇಂಗ್ಲಿಷ್ ಭಾಷಾ ದಿನದ ವಿಶೇಷ: ಇಂಗ್ಲಿಷ್ ಭಾಷೆ ವಿಶ್ವದ ಅತಿ ಹೆಚ್ಚು ಮಾತನಾಡುವ ಭಾಷೆಗಳಲ್ಲಿ ಒಂದಾಗಿದೆ. ವಿಶ್ವಸಂಸ್ಥೆ ಪ್ರತಿ ವರ್ಷ ಏಪ್ರಿಲ್ 23ರಂದು ಇಂಗ್ಲಿಷ್ ಭಾಷಾ ದಿನವನ್ನು ಆಚರಿಸುತ್ತದೆ. ಈ ದಿನ ವಿಲಿಯಂ ಶೇಕ್ಸ್‌ಪಿಯರ್ ಅವರ ಜನ್ಮದಿನ ಹಾಗೂ ಪುಣ್ಯತಿಥಿಯೂ ಹೌದು. ಬಹುಭಾಷಾ ಮತ್ತು ಸಾಂಸ್ಕೃತಿಕ ವೈವಿಧ್ಯತೆಯನ್ನು ಉತ್ತೇಜಿಸುವುದು ಇದರ ಉದ್ದೇಶ. ವಿಶ್ವಸಂಸ್ಥೆಯ ಸಾರ್ವಜನಿಕ ಮಾಹಿತಿ ಇಲಾಖೆಯು 2010ರಲ್ಲಿ ಈ ದಿನವನ್ನು ಆರಂಭಿಸಿತು. ಅಂತರರಾಷ್ಟ್ರೀಯ ಸಂವಹನಕ್ಕೆ ಇಂಗ್ಲಿಷ್ ಪ್ರಮುಖ ಸಾಧನವಾಗಿದೆ. ವಿಜ್ಞಾನ, ತಂತ್ರಜ್ಞಾನ ಮತ್ತು ವ್ಯಾಪಾರ ಕ್ಷೇತ್ರಗಳಲ್ಲಿ ಇದರ ಬಳಕೆ ಹೆಚ್ಚಾಗಿದೆ. — [500, 1248, 656, 1353]
horoscope-grid — [0, 1244, 496, 1491]
eye-closeup-photo — [176, 878, 430, 1136]
zodiac-3-icon — [4, 1430, 44, 1474]
sugarcane-para-3: ಕೃಷಿ ಕೆಲಸ ಮಾಡುವವರು ಅಥವಾ ಹೆಚ್ಚು ಶ್ರಮ ಪಡುವವರಿಗೆ ಕಬ್ಬಿನ ರಸ ತಕ್ಷಣದ ಶಕ್ತಿ ನೀಡುತ್ತದೆ. ಆದರೆ ದಿನಕ್ಕೆ ಒಂದು ಸಣ್ಣ ಲೋಟಕ್ಕಿಂತ ಹೆಚ್ಚು ಕುಡಿಯಬಾರದು ಎಂದು ತಜ್ಞರು ಸಲಹೆ ನೀಡುತ್ತಾರೆ. — [8, 700, 173, 731]
actress-title — [434, 142, 712, 244]
sugarcane-para-4: ಮಧುಮೇಹ ನಿಯಂತ್ರಣದಲ್ಲಿರುವವರು ಸಾಂದರ್ಭಿಕವಾಗಿ ಕುಡಿಯಬಹುದು. ಆದರೆ ಸಕ್ಕರೆ ಮಟ್ಟ ಹೆಚ್ಚಿರುವವರು ಸಂಪೂರ್ಣವಾಗಿ ತ್ಯಜಿಸುವುದು ಒಳ್ಳೆಯದು. ಇನ್ಸುಲಿನ್ ತೆಗೆದುಕೊಳ್ಳುವವರು ವೈದ್ಯರ ಸಲಹೆಯಿಲ್ಲದೆ ಸೇವಿಸಬಾರದು. ಬದಲಾಗಿ ನಿಂಬೆ ನೀರು, ಎಳನೀರು, ಮಜ್ಜಿಗೆ ಸೇವಿಸಬಹುದು ಎನ್ನುತ್ತಾರೆ ವೈದ್ಯರು. — [178, 688, 430, 719]
page-number: 6 — [2, 1, 34, 59]
darkcircle-col-2: ಮಾಡುತ್ತದೆ. ನಿಂಬೆ ರಸವನ್ನು ನಿಯಮಿತವಾಗಿ ಬಳಸುವುದರಿಂದ ಕಣ್ಣುಗಳ ಕೆಳಗಿನ ಕಪ್ಪುಕಲೆ ನಿವಾರಣೆಯಾಗುತ್ತದೆ. ಇದರಲ್ಲಿರುವ ವಿಟಮಿನ್ ಸಿ ಚರ್ಮದ ಬಣ್ಣ ತಿಳಿಯಾಗಲು ನೆರವಾಗುತ್ತದೆ. ಸ್ವಲ್ಪ ಪ್ರಮಾಣದ ನಿಂಬೆ ರಸ ಮತ್ತು ಟೊಮೆಟೊ ರಸ ಬೆರೆಸಿ ಹತ್ತಿಯ ಸಹಾಯದಿಂದ ಕಣ್ಣುಗಳ ಕೆಳಗೆ ಹಚ್ಚಿ. 10-15 ನಿಮಿಷ ಬಿಟ್ಟು ನೀರಿನಿಂದ ತೊಳೆಯಿರಿ. ಇದನ್ನು ವಾರಕ್ಕೆ ಎರಡು ಬಾರಿ ಮಾಡಬಹುದು. — [176, 1140, 430, 1181]
horoscope-section — [0, 1244, 496, 1491]
quiz-signature: ಟಿ.ಎಂ.ರಾಜು — [844, 121, 885, 131]
rama-title-line-2: ಹೆಸರೇನು ಗೊತ್ತೇ? — [584, 819, 792, 859]
mutton-fry-photo — [8, 172, 286, 372]
